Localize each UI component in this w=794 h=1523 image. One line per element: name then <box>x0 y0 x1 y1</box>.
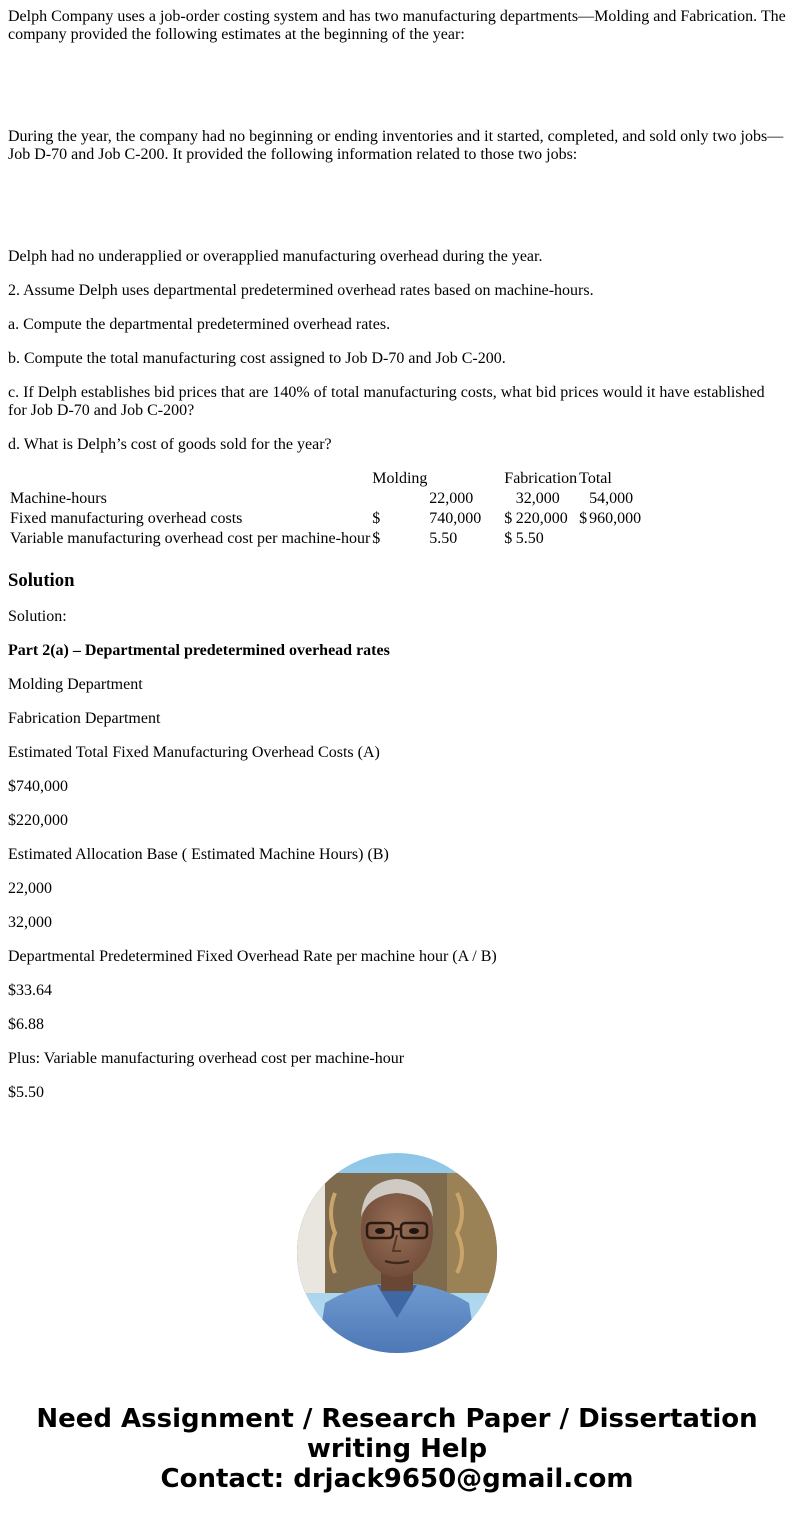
table-cell: $ <box>504 530 513 547</box>
solution-line: $33.64 <box>8 982 52 999</box>
solution-line: $6.88 <box>8 1016 44 1033</box>
table-cell: 5.50 <box>429 530 458 547</box>
table-row <box>10 530 641 548</box>
table-cell: 5.50 <box>515 530 544 547</box>
estimates-table <box>8 468 643 550</box>
table-cell <box>504 490 513 508</box>
blank-area-1 <box>8 60 786 128</box>
author-avatar <box>297 1153 497 1353</box>
solution-line: Estimated Allocation Base ( Estimated Machine Hours) (B) <box>8 846 389 863</box>
question-2b: b. Compute the total manufacturing cost assigned to Job D-70 and Job C-200. <box>8 350 506 367</box>
solution-line: Molding Department <box>8 676 143 693</box>
solution-line: Departmental Predetermined Fixed Overhead Rate per machine hour (A / B) <box>8 948 497 965</box>
table-cell: $ <box>372 510 381 527</box>
question-2d: d. What is Delph’s cost of goods sold for the year? <box>8 436 332 453</box>
table-cell <box>372 490 427 508</box>
solution-line: Estimated Total Fixed Manufacturing Overhead Costs (A) <box>8 744 380 761</box>
part-title: Part 2(a) – Departmental predetermined overhead rates <box>8 642 390 659</box>
solution-line: Fabrication Department <box>8 710 161 727</box>
table-cell: 32,000 <box>515 490 560 507</box>
table-row <box>10 510 641 528</box>
solution-line: Plus: Variable manufacturing overhead cost per machine-hour <box>8 1050 405 1067</box>
solution-intro: Solution: <box>8 608 67 625</box>
header-total: Total <box>579 470 612 487</box>
table-cell: $ <box>504 510 513 527</box>
row-label: Variable manufacturing overhead cost per machine-hour <box>10 530 371 547</box>
table-cell: 220,000 <box>515 510 568 527</box>
solution-line: $740,000 <box>8 778 68 795</box>
row-label: Fixed manufacturing overhead costs <box>10 510 243 527</box>
table-cell <box>579 490 587 508</box>
table-header-row <box>10 470 641 488</box>
solution-line: 22,000 <box>8 880 52 897</box>
solution-line: $5.50 <box>8 1084 44 1101</box>
footer-contact: Contact: drjack9650@gmail.com <box>160 1464 634 1494</box>
footer-banner <box>0 1404 794 1494</box>
solution-line: 32,000 <box>8 914 52 931</box>
header-fabrication: Fabrication <box>504 470 578 487</box>
table-row <box>10 490 641 508</box>
footer-line-2: writing Help <box>306 1434 488 1464</box>
table-cell: $ <box>372 530 381 547</box>
author-portrait-image <box>297 1153 497 1353</box>
solution-line: $220,000 <box>8 812 68 829</box>
question-2a: a. Compute the departmental predetermined overhead rates. <box>8 316 391 333</box>
table-cell <box>589 530 641 548</box>
footer-line-1: Need Assignment / Research Paper / Dissertation <box>36 1404 758 1434</box>
table-cell: 960,000 <box>589 510 642 527</box>
solution-heading: Solution <box>8 570 75 591</box>
question-2c: c. If Delph establishes bid prices that are 140% of total manufacturing costs, what bid prices would it have established for Job D-70 and Job C-200? <box>8 384 765 419</box>
table-cell: 22,000 <box>429 490 474 507</box>
blank-area-2 <box>8 180 786 248</box>
table-cell: $ <box>579 510 588 527</box>
header-molding: Molding <box>372 470 428 487</box>
intro-paragraph-3: Delph had no underapplied or overapplied manufacturing overhead during the year. <box>8 248 543 265</box>
intro-paragraph-2: During the year, the company had no beginning or ending inventories and it started, completed, and sold only two jobs—Job D-70 and Job C-200. It provided the following information related to those two jobs: <box>8 128 784 163</box>
table-cell: 740,000 <box>429 510 482 527</box>
intro-paragraph-1: Delph Company uses a job-order costing system and has two manufacturing departments—Molding and Fabrication. The company provided the following estimates at the beginning of the year: <box>8 8 786 43</box>
table-cell: 54,000 <box>589 490 634 507</box>
row-label: Machine-hours <box>10 490 107 507</box>
table-cell <box>579 530 587 548</box>
question-2: 2. Assume Delph uses departmental predetermined overhead rates based on machine-hours. <box>8 282 594 299</box>
document-body <box>8 8 786 1118</box>
